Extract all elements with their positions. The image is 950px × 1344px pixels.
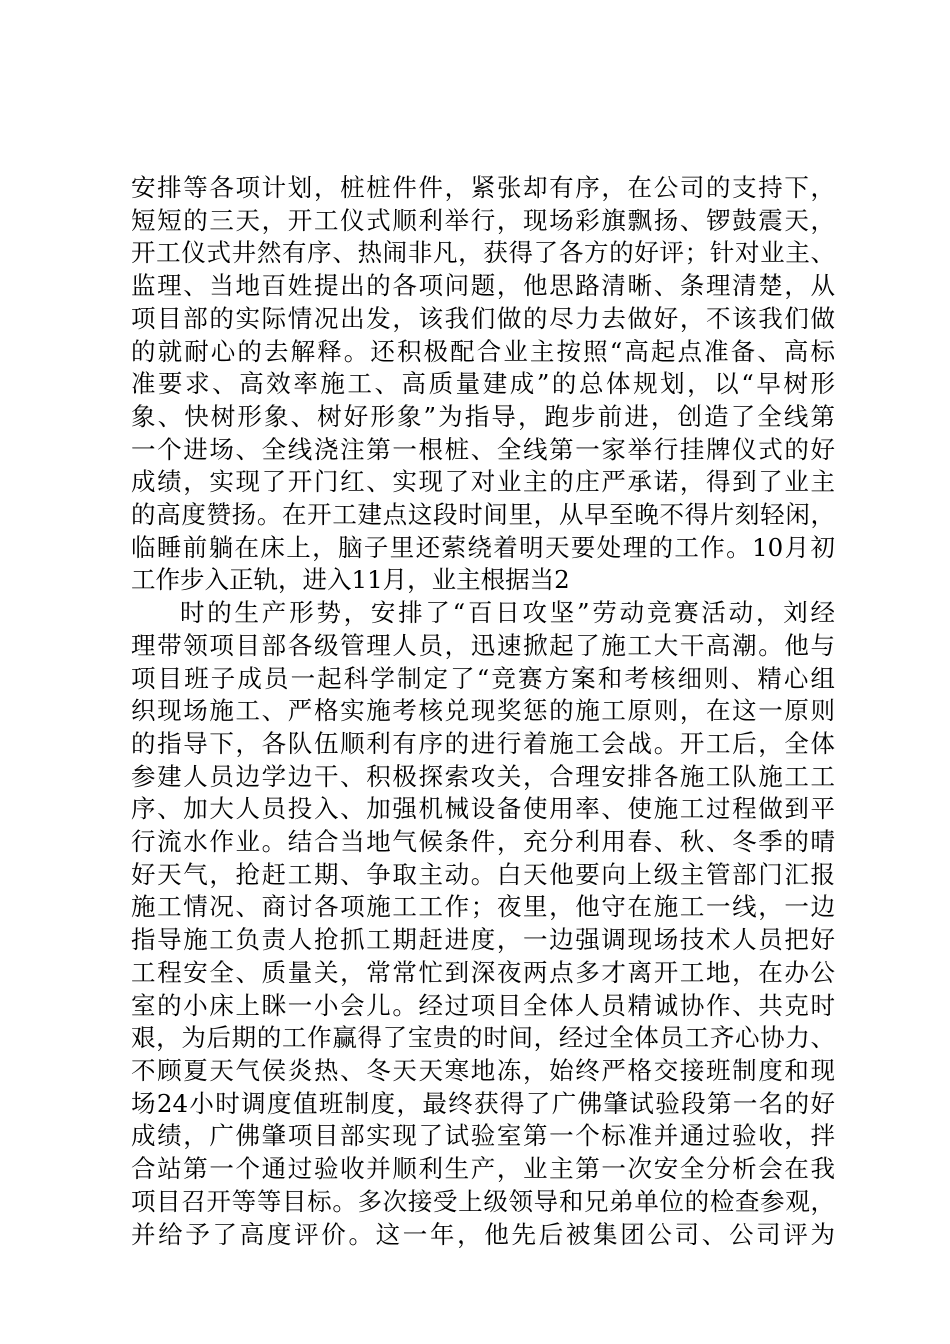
text-line: 的就耐心的去解释。还积极配合业主按照“高起点准备、高标 bbox=[131, 336, 835, 366]
text-line: 工作步入正轨，进入11月，业主根据当2 bbox=[131, 565, 570, 595]
body-paragraph bbox=[131, 172, 835, 597]
text-line: 织现场施工、严格实施考核兑现奖惩的施工原则，在这一原则 bbox=[131, 696, 835, 726]
text-line: 不顾夏天气侯炎热、冬天天寒地冻，始终严格交接班制度和现 bbox=[131, 1055, 835, 1085]
text-line: 成绩，广佛肇项目部实现了试验室第一个标准并通过验收，拌 bbox=[131, 1121, 835, 1151]
text-line: 象、快树形象、树好形象”为指导，跑步前进，创造了全线第 bbox=[131, 401, 835, 431]
text-line: 一个进场、全线浇注第一根桩、全线第一家举行挂牌仪式的好 bbox=[131, 434, 835, 464]
text-line: 场24小时调度值班制度，最终获得了广佛肇试验段第一名的好 bbox=[131, 1088, 835, 1118]
text-line: 项目召开等等目标。多次接受上级领导和兄弟单位的检查参观， bbox=[131, 1186, 835, 1216]
text-line: 理带领项目部各级管理人员，迅速掀起了施工大干高潮。他与 bbox=[131, 630, 835, 660]
text-line: 合站第一个通过验收并顺利生产，业主第一次安全分析会在我 bbox=[131, 1154, 835, 1184]
text-line: 并给予了高度评价。这一年，他先后被集团公司、公司评为 bbox=[131, 1219, 835, 1249]
text-line: 开工仪式井然有序、热闹非凡，获得了各方的好评；针对业主、 bbox=[131, 238, 835, 268]
text-line: 工程安全、质量关，常常忙到深夜两点多才离开工地，在办公 bbox=[131, 957, 835, 987]
text-line: 项目班子成员一起科学制定了“竞赛方案和考核细则、精心组 bbox=[131, 663, 835, 693]
text-line: 序、加大人员投入、加强机械设备使用率、使施工过程做到平 bbox=[131, 794, 835, 824]
text-line: 室的小床上眯一小会儿。经过项目全体人员精诚协作、共克时 bbox=[131, 990, 835, 1020]
text-line: 指导施工负责人抢抓工期赶进度，一边强调现场技术人员把好 bbox=[131, 925, 835, 955]
text-line: 安排等各项计划，桩桩件件，紧张却有序，在公司的支持下， bbox=[131, 173, 835, 202]
document-page bbox=[131, 172, 835, 1251]
text-line: 的高度赞扬。在开工建点这段时间里，从早至晚不得片刻轻闲， bbox=[131, 500, 835, 530]
text-line: 的指导下，各队伍顺利有序的进行着施工会战。开工后，全体 bbox=[131, 728, 835, 758]
text-line: 行流水作业。结合当地气候条件，充分利用春、秋、冬季的晴 bbox=[131, 827, 835, 857]
text-line: 准要求、高效率施工、高质量建成”的总体规划，以“早树形 bbox=[131, 369, 835, 399]
body-paragraph bbox=[131, 597, 835, 1251]
text-line: 施工情况、商讨各项施工工作；夜里，他守在施工一线，一边 bbox=[131, 892, 835, 922]
text-line: 时的生产形势，安排了“百日攻坚”劳动竞赛活动，刘经 bbox=[180, 598, 835, 628]
text-line: 艰，为后期的工作赢得了宝贵的时间，经过全体员工齐心协力、 bbox=[131, 1023, 835, 1053]
text-line: 临睡前躺在床上，脑子里还萦绕着明天要处理的工作。10月初 bbox=[131, 532, 835, 562]
text-line: 好天气，抢赶工期、争取主动。白天他要向上级主管部门汇报 bbox=[131, 859, 835, 889]
text-line: 监理、当地百姓提出的各项问题，他思路清晰、条理清楚，从 bbox=[131, 271, 835, 301]
text-line: 参建人员边学边干、积极探索攻关，合理安排各施工队施工工 bbox=[131, 761, 835, 791]
text-line: 短短的三天，开工仪式顺利举行，现场彩旗飘扬、锣鼓震天， bbox=[131, 205, 835, 235]
text-line: 项目部的实际情况出发，该我们做的尽力去做好，不该我们做 bbox=[131, 303, 835, 333]
text-line: 成绩，实现了开门红、实现了对业主的庄严承诺，得到了业主 bbox=[131, 467, 835, 497]
